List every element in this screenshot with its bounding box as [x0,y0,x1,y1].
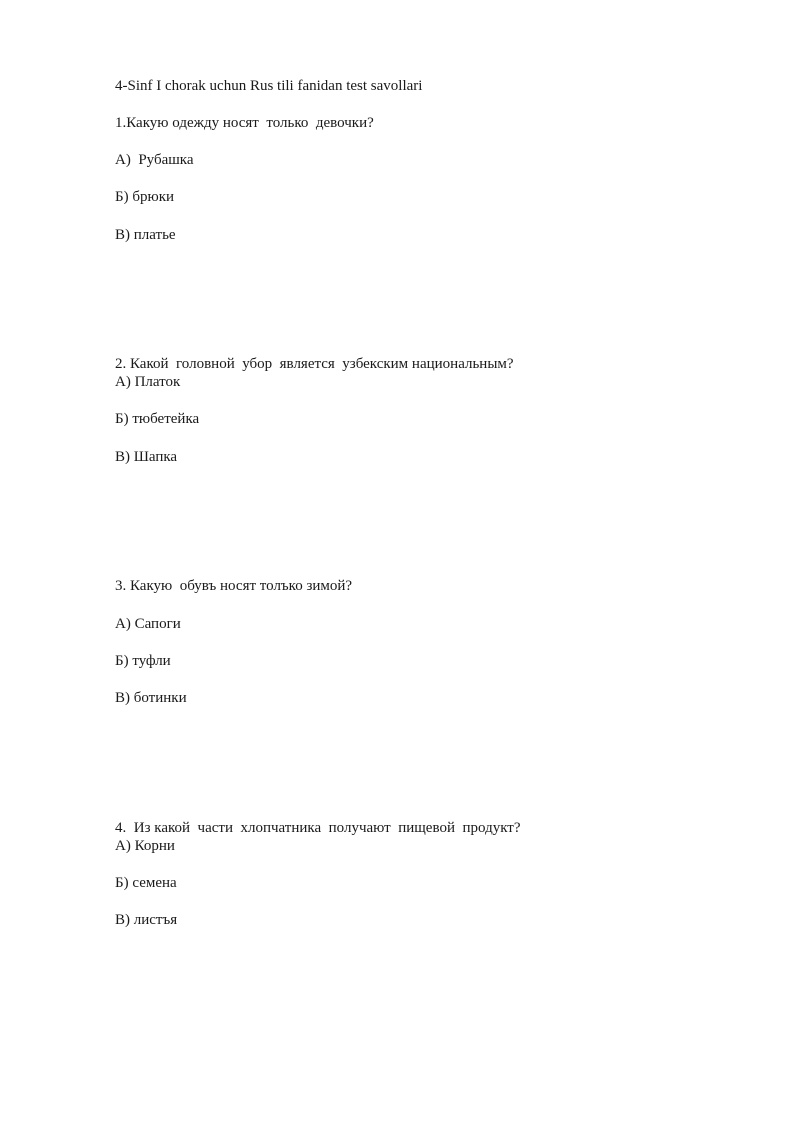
question-text: 4. Из какой части хлопчатника получают пищевой продукт? [115,820,521,836]
answer-option-b: Б) семена [115,875,177,891]
answer-option-a: А) Платок [115,374,181,390]
answer-option-a: А) Рубашка [115,152,194,168]
answer-option-c: В) ботинки [115,690,187,706]
answer-option-b: Б) брюки [115,189,175,205]
answer-option-b: Б) тюбетейка [115,411,200,427]
answer-option-c: В) Шапка [115,449,178,465]
answer-option-b: Б) туфли [115,653,171,669]
question-text: 1.Какую одежду носят только девочки? [115,115,374,131]
document-title: 4-Sinf I chorak uchun Rus tili fanidan test savollari [115,78,423,94]
answer-option-a: А) Корни [115,838,175,854]
answer-option-a: А) Сапоги [115,616,181,632]
answer-option-c: В) платье [115,227,176,243]
answer-option-c: В) листъя [115,912,178,928]
question-text: 2. Какой головной убор является узбекским национальным? [115,356,514,372]
question-text: 3. Какую обувъ носят толъко зимой? [115,578,353,594]
